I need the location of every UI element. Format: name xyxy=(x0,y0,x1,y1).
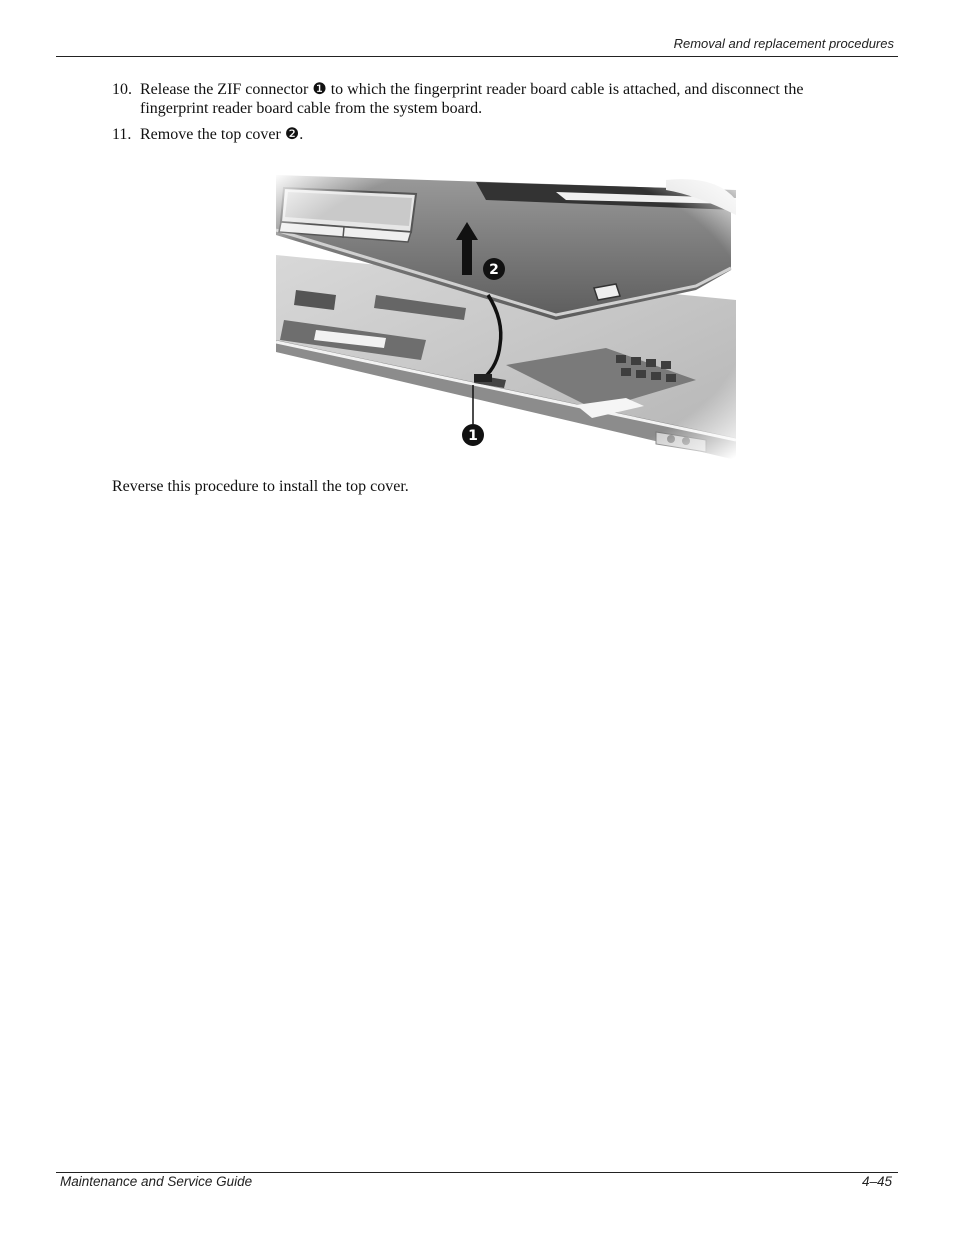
step-text: Remove the top cover ❷. xyxy=(140,126,304,143)
header-rule xyxy=(56,56,898,57)
running-header: Removal and replacement procedures xyxy=(673,36,894,51)
step-number: 11. xyxy=(112,126,132,143)
step-number: 10. xyxy=(112,81,132,98)
procedure-steps xyxy=(112,80,872,151)
footer-rule xyxy=(56,1172,898,1173)
step-text: Release the ZIF connector ❶ to which the fingerprint reader board cable is attached, and disconnect the fingerprint reader board cable from the system board. xyxy=(140,81,804,117)
top-cover-removal-illustration xyxy=(276,170,736,460)
footer-page-number: 4–45 xyxy=(861,1174,892,1189)
step-10 xyxy=(112,80,872,118)
closing-instruction: Reverse this procedure to install the top cover. xyxy=(112,478,409,495)
step-11 xyxy=(112,125,872,144)
footer-guide-title: Maintenance and Service Guide xyxy=(60,1174,253,1189)
